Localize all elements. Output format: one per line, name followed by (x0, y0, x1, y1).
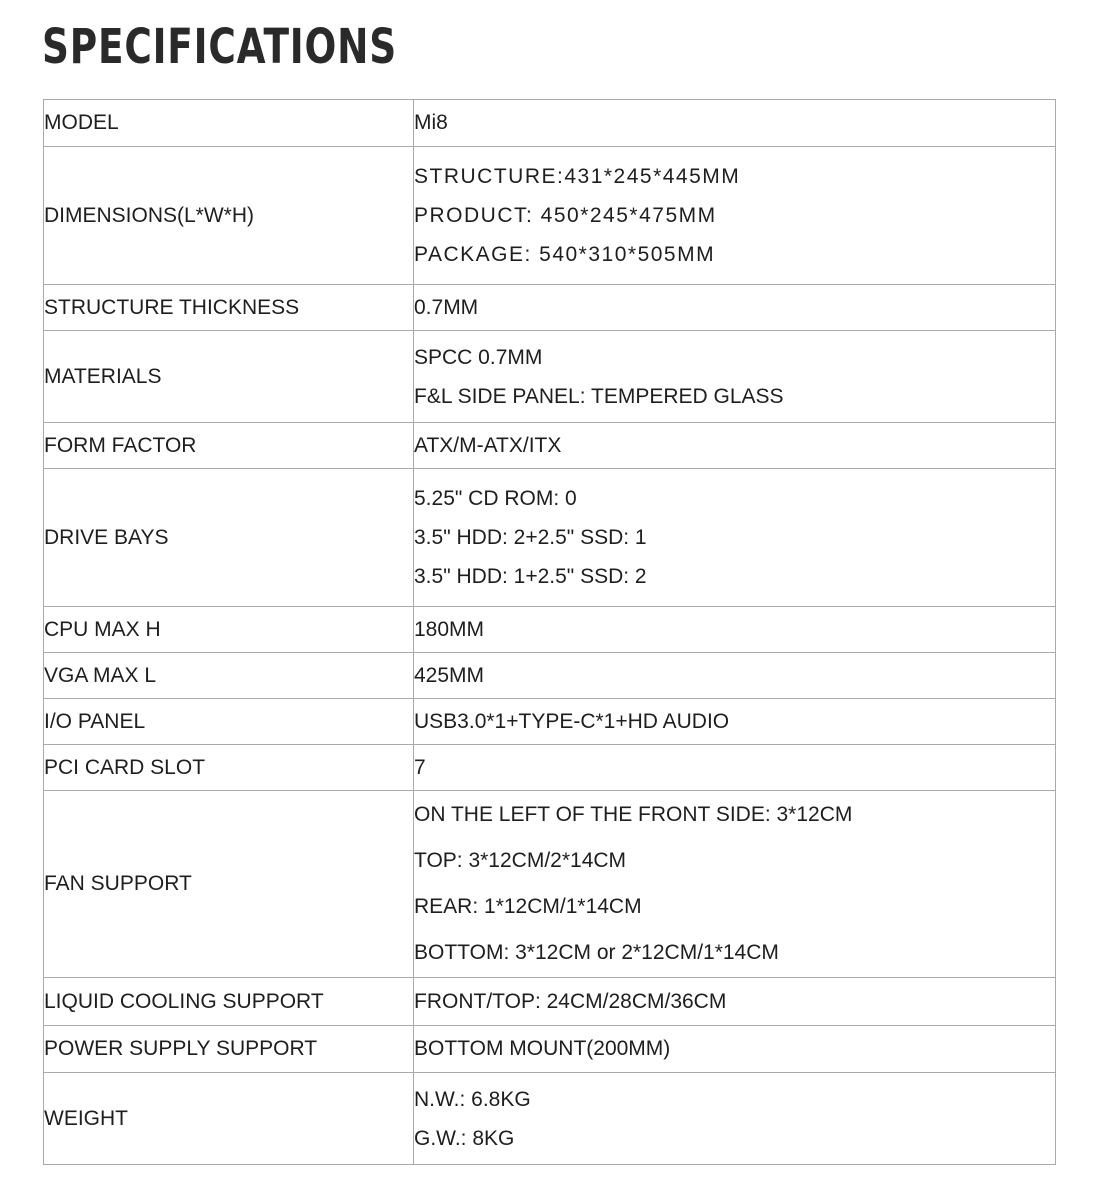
row-label: STRUCTURE THICKNESS (44, 285, 414, 331)
row-label: MODEL (44, 100, 414, 147)
row-value-cell (414, 653, 1056, 699)
table-row-cpu-max-h (44, 607, 1056, 653)
row-value: SPCC 0.7MM (414, 345, 543, 369)
row-value: N.W.: 6.8KG (414, 1087, 531, 1111)
row-label: POWER SUPPLY SUPPORT (44, 1026, 414, 1073)
row-value-cell (414, 699, 1056, 745)
row-label: I/O PANEL (44, 699, 414, 745)
row-value: 3.5" HDD: 1+2.5" SSD: 2 (414, 565, 647, 588)
row-value-cell (414, 791, 1056, 978)
row-label: MATERIALS (44, 331, 414, 423)
page-title: SPECIFICATIONS (42, 19, 397, 75)
table-row-fan-support (44, 791, 1056, 978)
row-value: ON THE LEFT OF THE FRONT SIDE: 3*12CM (414, 803, 853, 826)
row-value: 7 (414, 755, 426, 779)
row-value: 0.7MM (414, 295, 479, 319)
table-row-weight (44, 1073, 1056, 1165)
row-value: Mi8 (414, 111, 448, 134)
table-row-materials (44, 331, 1056, 423)
row-label: PCI CARD SLOT (44, 745, 414, 791)
table-row-dimensions (44, 147, 1056, 285)
row-label: LIQUID COOLING SUPPORT (44, 978, 414, 1026)
row-value-cell (414, 147, 1056, 285)
table-row-liquid-cooling-support (44, 978, 1056, 1026)
row-value: FRONT/TOP: 24CM/28CM/36CM (414, 989, 727, 1013)
row-value: STRUCTURE:431*245*445MM (414, 165, 741, 188)
row-value: BOTTOM MOUNT(200MM) (414, 1037, 671, 1060)
row-value: REAR: 1*12CM/1*14CM (414, 895, 642, 918)
row-value-cell (414, 469, 1056, 607)
row-value: F&L SIDE PANEL: TEMPERED GLASS (414, 384, 784, 408)
row-value-cell (414, 331, 1056, 423)
row-label: CPU MAX H (44, 607, 414, 653)
table-row-vga-max-l (44, 653, 1056, 699)
row-label: VGA MAX L (44, 653, 414, 699)
row-label: DRIVE BAYS (44, 469, 414, 607)
row-value: G.W.: 8KG (414, 1126, 515, 1150)
row-value: PRODUCT: 450*245*475MM (414, 204, 717, 227)
table-row-io-panel (44, 699, 1056, 745)
row-value-cell (414, 285, 1056, 331)
row-value: TOP: 3*12CM/2*14CM (414, 849, 627, 872)
row-value: BOTTOM: 3*12CM or 2*12CM/1*14CM (414, 941, 779, 964)
row-value-cell (414, 1073, 1056, 1165)
table-row-model (44, 100, 1056, 147)
row-value: PACKAGE: 540*310*505MM (414, 243, 716, 266)
row-value: 425MM (414, 663, 485, 687)
row-value: 180MM (414, 617, 485, 641)
row-label: WEIGHT (44, 1073, 414, 1165)
row-value: ATX/M-ATX/ITX (414, 433, 562, 457)
table-row-drive-bays (44, 469, 1056, 607)
row-value-cell (414, 1026, 1056, 1073)
row-value-cell (414, 100, 1056, 147)
row-value-cell (414, 978, 1056, 1026)
row-value-cell (414, 423, 1056, 469)
row-value-cell (414, 607, 1056, 653)
row-value: 3.5" HDD: 2+2.5" SSD: 1 (414, 526, 647, 549)
row-label: DIMENSIONS(L*W*H) (44, 147, 414, 285)
row-label: FORM FACTOR (44, 423, 414, 469)
row-label: FAN SUPPORT (44, 791, 414, 978)
table-row-form-factor (44, 423, 1056, 469)
table-row-power-supply-support (44, 1026, 1056, 1073)
table-row-structure-thickness (44, 285, 1056, 331)
row-value: USB3.0*1+TYPE-C*1+HD AUDIO (414, 709, 730, 733)
specifications-table (43, 99, 1056, 1165)
row-value: 5.25" CD ROM: 0 (414, 487, 577, 510)
table-row-pci-card-slot (44, 745, 1056, 791)
row-value-cell (414, 745, 1056, 791)
